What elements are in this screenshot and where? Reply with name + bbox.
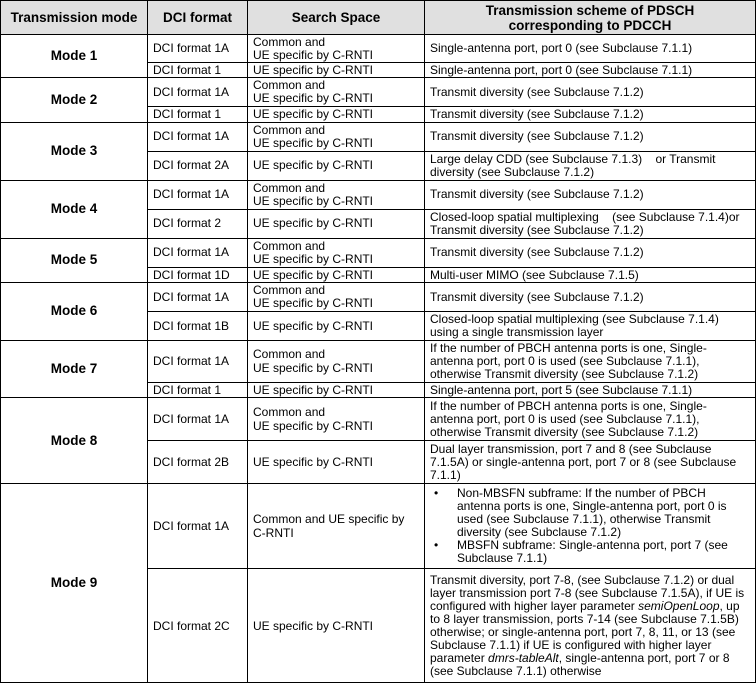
header-dci-format: DCI format <box>148 1 248 35</box>
mode-cell: Mode 6 <box>1 282 148 340</box>
search-space-cell <box>248 282 425 311</box>
header-row <box>1 1 756 35</box>
search-space-line: Common and <box>253 238 326 253</box>
search-space-cell: UE specific by C-RNTI <box>248 209 425 238</box>
scheme-cell: Transmit diversity (see Subclause 7.1.2) <box>425 180 756 209</box>
scheme-cell <box>425 569 756 683</box>
scheme-cell: Transmit diversity (see Subclause 7.1.2) <box>425 282 756 311</box>
parameter-name: semiOpenLoop <box>638 598 720 613</box>
dci-format-cell: DCI format 1 <box>148 382 248 397</box>
search-space-line: UE specific by C-RNTI <box>253 135 374 150</box>
header-transmission-mode: Transmission mode <box>1 1 148 35</box>
dci-format-cell: DCI format 1A <box>148 340 248 382</box>
table-row <box>1 484 756 569</box>
dci-format-cell: DCI format 1A <box>148 35 248 63</box>
scheme-cell: Single-antenna port, port 5 (see Subclause 7.1.1) <box>425 382 756 397</box>
dci-format-cell: DCI format 2C <box>148 569 248 683</box>
table-row <box>1 180 756 209</box>
dci-format-cell: DCI format 1 <box>148 107 248 122</box>
search-space-cell: UE specific by C-RNTI <box>248 267 425 282</box>
dci-format-cell: DCI format 1A <box>148 484 248 569</box>
scheme-cell: Large delay CDD (see Subclause 7.1.3) or Transmit diversity (see Subclause 7.1.2) <box>425 151 756 180</box>
mode-cell: Mode 9 <box>1 484 148 683</box>
search-space-line: UE specific by C-RNTI <box>253 47 374 62</box>
dci-format-cell: DCI format 2B <box>148 441 248 484</box>
dci-format-cell: DCI format 2 <box>148 209 248 238</box>
search-space-line: UE specific by C-RNTI <box>253 419 374 434</box>
search-space-cell: Common and UE specific by C-RNTI <box>248 484 425 569</box>
mode-cell: Mode 5 <box>1 238 148 282</box>
search-space-line: Common and <box>253 122 326 137</box>
search-space-cell: UE specific by C-RNTI <box>248 311 425 340</box>
scheme-bullet-item: • MBSFN subframe: Single-antenna port, port 7 (see Subclause 7.1.1) <box>430 539 750 565</box>
mode-cell: Mode 7 <box>1 340 148 397</box>
dci-format-cell: DCI format 1A <box>148 180 248 209</box>
search-space-cell <box>248 398 425 441</box>
search-space-line: Common and <box>253 34 326 49</box>
mode-cell: Mode 2 <box>1 78 148 122</box>
search-space-line: UE specific by C-RNTI <box>253 91 374 106</box>
search-space-cell: UE specific by C-RNTI <box>248 151 425 180</box>
search-space-cell: UE specific by C-RNTI <box>248 382 425 397</box>
scheme-cell: Transmit diversity (see Subclause 7.1.2) <box>425 122 756 151</box>
search-space-cell: UE specific by C-RNTI <box>248 569 425 683</box>
search-space-line: UE specific by C-RNTI <box>253 251 374 266</box>
parameter-name: dmrs-tableAlt <box>488 650 559 665</box>
table-row <box>1 35 756 63</box>
scheme-cell: Transmit diversity (see Subclause 7.1.2) <box>425 78 756 107</box>
dci-format-cell: DCI format 1 <box>148 63 248 78</box>
scheme-cell: Transmit diversity (see Subclause 7.1.2) <box>425 238 756 267</box>
scheme-cell: If the number of PBCH antenna ports is one, Single-antenna port, port 0 is used (see Subclause 7.1.1), otherwise Transmit diversity (see Subclause 7.1.2) <box>425 340 756 382</box>
scheme-text: , single-antenna port, port 7 or 8 (see Subclause 7.1.1) otherwise <box>430 650 730 678</box>
mode-cell: Mode 4 <box>1 180 148 238</box>
mode-cell: Mode 3 <box>1 122 148 180</box>
search-space-line: Common and <box>253 78 326 93</box>
mode-cell: Mode 1 <box>1 35 148 78</box>
dci-format-cell: DCI format 1A <box>148 282 248 311</box>
dci-format-cell: DCI format 1A <box>148 398 248 441</box>
scheme-text: , up to 8 layer transmission, ports 7-14 (see Subclause 7.1.5B) otherwise; or single-antenna port, port 7, 8, 11, or 13 (see Subclause 7.1.1) if UE is configured with higher layer parameter <box>430 598 740 665</box>
scheme-cell: If the number of PBCH antenna ports is one, Single-antenna port, port 0 is used (see Subclause 7.1.1), otherwise Transmit diversity (see Subclause 7.1.2) <box>425 398 756 441</box>
search-space-line: Common and <box>253 404 326 419</box>
dci-format-cell: DCI format 2A <box>148 151 248 180</box>
table-row <box>1 282 756 311</box>
search-space-line: Common and <box>253 180 326 195</box>
scheme-bullet-list <box>430 487 750 565</box>
table-row <box>1 238 756 267</box>
search-space-line: Common and <box>253 347 326 362</box>
scheme-cell: Single-antenna port, port 0 (see Subclause 7.1.1) <box>425 63 756 78</box>
scheme-cell: Multi-user MIMO (see Subclause 7.1.5) <box>425 267 756 282</box>
scheme-cell: Dual layer transmission, port 7 and 8 (see Subclause 7.1.5A) or single-antenna port, port 7 or 8 (see Subclause 7.1.1) <box>425 441 756 484</box>
scheme-bullet-item: • Non-MBSFN subframe: If the number of PBCH antenna ports is one, Single-antenna port, port 0 is used (see Subclause 7.1.1), otherwise Transmit diversity (see Subclause 7.1.2) <box>430 487 750 539</box>
search-space-cell <box>248 122 425 151</box>
scheme-text: Transmit diversity, port 7-8, (see Subclause 7.1.2) or dual layer transmission port 7-8 (see Subclause 7.1.5A), if UE is configured with higher layer parameter <box>430 572 745 613</box>
scheme-cell: Single-antenna port, port 0 (see Subclause 7.1.1) <box>425 35 756 63</box>
scheme-cell: Closed-loop spatial multiplexing (see Subclause 7.1.4)or Transmit diversity (see Subclause 7.1.2) <box>425 209 756 238</box>
dci-format-cell: DCI format 1D <box>148 267 248 282</box>
search-space-cell <box>248 78 425 107</box>
search-space-cell: UE specific by C-RNTI <box>248 63 425 78</box>
dci-format-cell: DCI format 1A <box>148 238 248 267</box>
search-space-line: UE specific by C-RNTI <box>253 193 374 208</box>
search-space-cell: UE specific by C-RNTI <box>248 107 425 122</box>
search-space-line: Common and <box>253 282 326 297</box>
header-transmission-scheme: Transmission scheme of PDSCH corresponding to PDCCH <box>425 1 756 35</box>
dci-format-cell: DCI format 1B <box>148 311 248 340</box>
dci-format-cell: DCI format 1A <box>148 78 248 107</box>
search-space-cell <box>248 35 425 63</box>
scheme-cell <box>425 484 756 569</box>
header-search-space: Search Space <box>248 1 425 35</box>
table-row <box>1 78 756 107</box>
search-space-cell: UE specific by C-RNTI <box>248 441 425 484</box>
dci-format-cell: DCI format 1A <box>148 122 248 151</box>
table-row <box>1 122 756 151</box>
scheme-cell: Closed-loop spatial multiplexing (see Subclause 7.1.4) using a single transmission layer <box>425 311 756 340</box>
search-space-cell <box>248 238 425 267</box>
table-row <box>1 398 756 441</box>
mode-cell: Mode 8 <box>1 398 148 484</box>
table-row <box>1 340 756 382</box>
search-space-cell <box>248 180 425 209</box>
search-space-line: UE specific by C-RNTI <box>253 295 374 310</box>
search-space-line: UE specific by C-RNTI <box>253 361 374 376</box>
scheme-cell: Transmit diversity (see Subclause 7.1.2) <box>425 107 756 122</box>
search-space-cell <box>248 340 425 382</box>
